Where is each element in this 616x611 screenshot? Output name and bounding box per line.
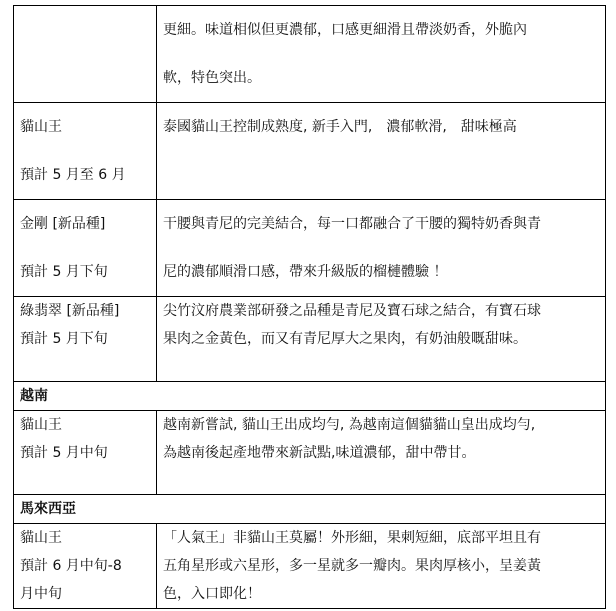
text-line: 五角星形或六星形，多一星就多一瓣肉。果肉厚核小，呈姜黃 xyxy=(163,558,541,574)
text-line: 尼的濃郁順滑口感，帶來升級版的榴槤體驗 ！ xyxy=(163,264,448,280)
variety-cell xyxy=(14,103,157,200)
table-row xyxy=(14,200,606,297)
text-line: 色，入口即化！ xyxy=(163,586,261,602)
variety-cell xyxy=(14,6,157,103)
table-row xyxy=(14,524,606,609)
description-cell xyxy=(157,200,606,297)
description-cell xyxy=(157,411,606,495)
description-cell xyxy=(157,524,606,609)
text-line: 果肉之金黃色，而又有青尼厚大之果肉，有奶油般嘅甜味。 xyxy=(163,331,527,347)
text-line: 干腰與青尼的完美結合，每一口都融合了干腰的獨特奶香與青 xyxy=(163,216,541,232)
variety-schedule: 月中旬 xyxy=(20,586,62,602)
section-heading-malaysia: 馬來西亞 xyxy=(14,495,606,524)
description-cell xyxy=(157,297,606,382)
variety-cell xyxy=(14,524,157,609)
text-line: 更細。味道相似但更濃郁，口感更細滑且帶淡奶香，外脆內 xyxy=(163,22,527,38)
variety-schedule: 預計 6 月中旬-8 xyxy=(20,558,122,574)
section-row xyxy=(14,382,606,411)
variety-schedule: 預計 5 月下旬 xyxy=(20,331,108,347)
section-row xyxy=(14,495,606,524)
variety-schedule: 預計 5 月下旬 xyxy=(20,264,108,280)
description-cell xyxy=(157,6,606,103)
text-line: 為越南後起產地帶來新試點,味道濃郁，甜中帶甘。 xyxy=(163,445,476,461)
variety-name: 貓山王 xyxy=(20,530,62,546)
text-line: 軟，特色突出。 xyxy=(163,70,261,86)
variety-name: 金剛 [新品種] xyxy=(20,216,106,232)
variety-name: 綠翡翠 [新品種] xyxy=(20,303,120,319)
variety-schedule: 預計 5 月至 6 月 xyxy=(20,167,126,183)
durian-variety-table xyxy=(13,5,606,609)
table-row xyxy=(14,297,606,382)
text-line: 「人氣王」非貓山王莫屬！外形細，果刺短細，底部平坦且有 xyxy=(163,530,541,546)
description-cell xyxy=(157,103,606,200)
text-line: 越南新嘗試, 貓山王出成均勻, 為越南這個貓貓山皇出成均勻, xyxy=(163,417,536,433)
variety-cell xyxy=(14,200,157,297)
variety-name: 貓山王 xyxy=(20,417,62,433)
table-row xyxy=(14,6,606,103)
variety-name: 貓山王 xyxy=(20,119,62,135)
variety-schedule: 預計 5 月中旬 xyxy=(20,445,108,461)
text-line: 泰國貓山王控制成熟度, 新手入門, 濃郁軟滑, 甜味極高 xyxy=(163,119,517,135)
variety-cell xyxy=(14,411,157,495)
table-row xyxy=(14,103,606,200)
table-row xyxy=(14,411,606,495)
variety-cell xyxy=(14,297,157,382)
section-heading-vietnam: 越南 xyxy=(14,382,606,411)
text-line: 尖竹汶府農業部研發之品種是青尼及寶石球之結合，有寶石球 xyxy=(163,303,541,319)
